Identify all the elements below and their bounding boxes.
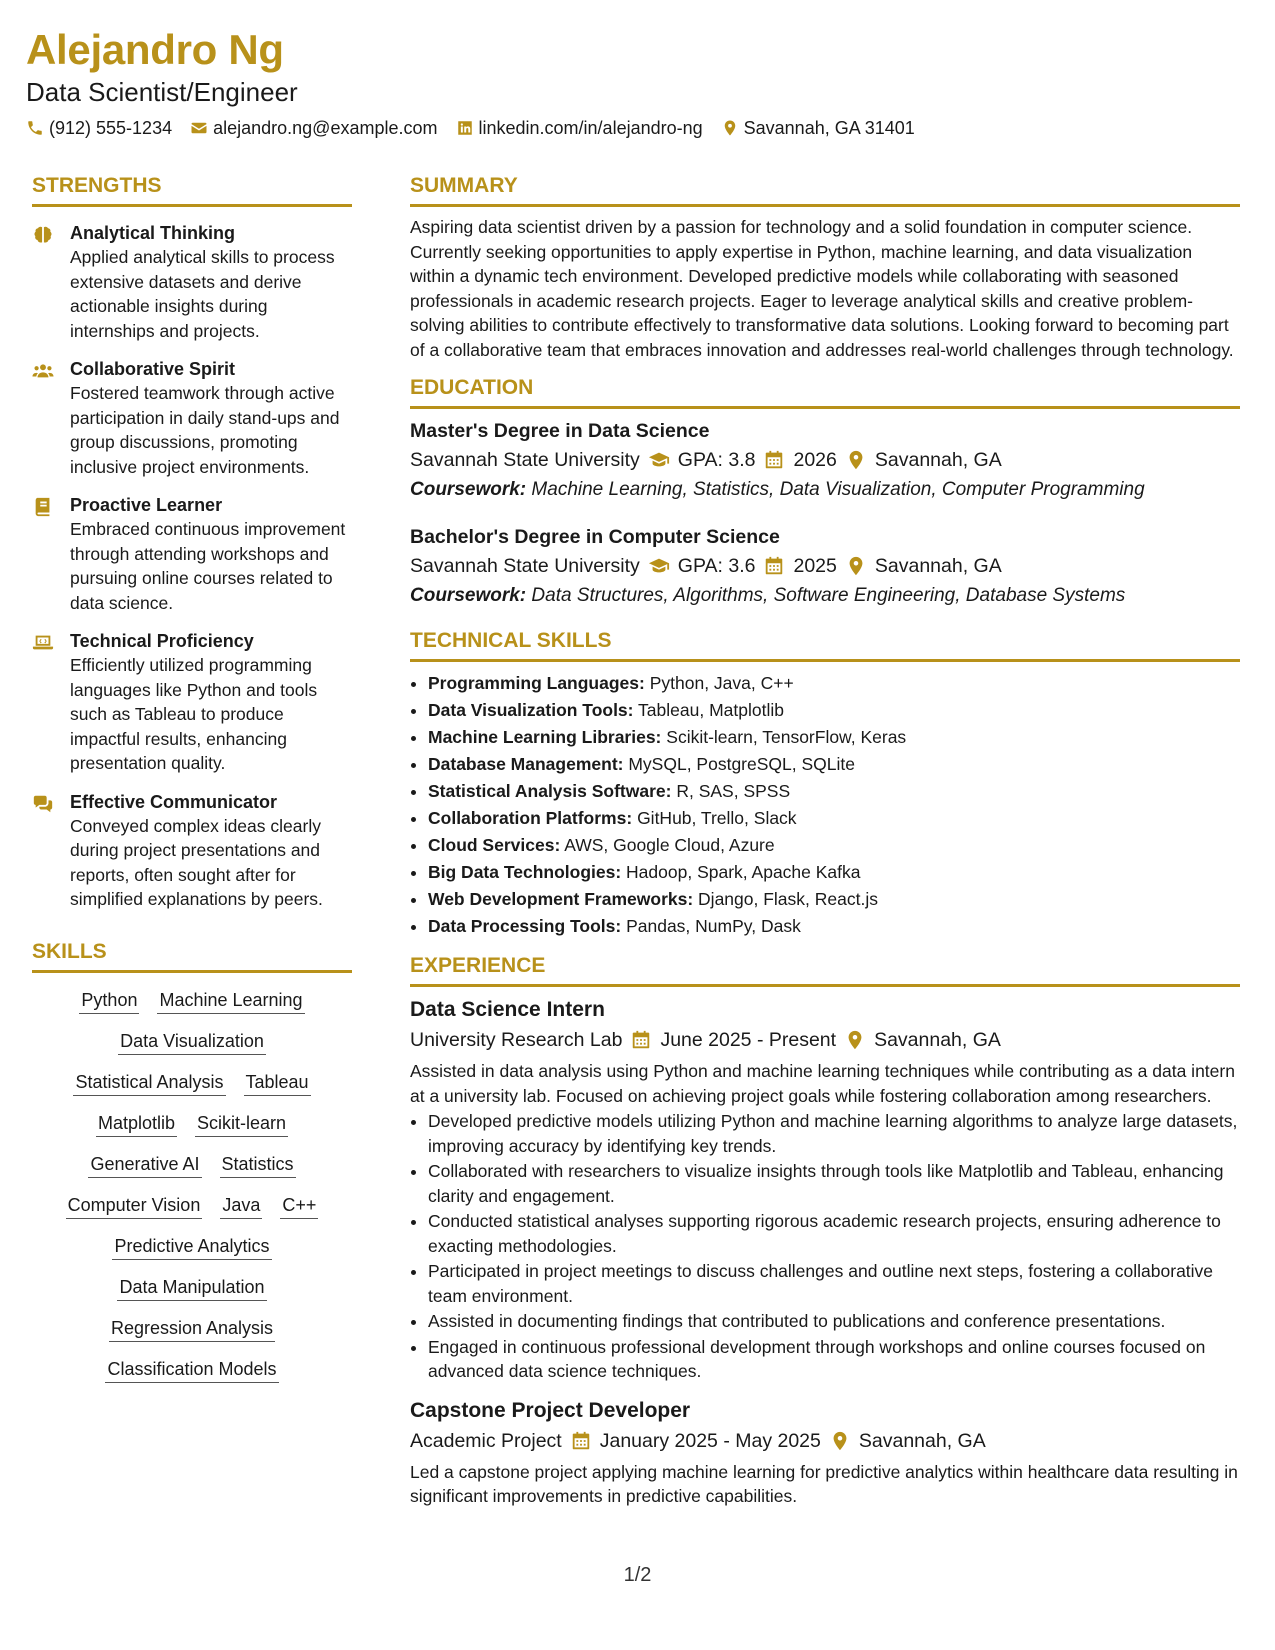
- strength-title: Analytical Thinking: [70, 223, 236, 243]
- strengths-heading: STRENGTHS: [32, 172, 352, 207]
- skill-row: [96, 1110, 288, 1137]
- tech-skill-value: R, SAS, SPSS: [676, 781, 791, 801]
- education-meta: [410, 445, 1240, 475]
- tech-skill-item: [428, 778, 1240, 805]
- job-dates: June 2025 - Present: [660, 1029, 837, 1051]
- strength-desc: Embraced continuous improvement through attending workshops and pursuing online courses related to data science.: [70, 519, 346, 613]
- skill-tag: Scikit-learn: [195, 1110, 288, 1137]
- skill-tag: Statistical Analysis: [73, 1069, 225, 1096]
- phone-icon: [26, 119, 44, 137]
- calendar-icon: [763, 555, 785, 577]
- job-bullet: • Participated in project meetings to discuss challenges and outline next steps, fostering a collaborative team environment.: [428, 1259, 1240, 1308]
- tech-skill-item: [428, 697, 1240, 724]
- map-pin-icon: [844, 1029, 866, 1051]
- job-description: Assisted in data analysis using Python and machine learning techniques while contributing as a data intern at a university lab. Focused on achieving project goals while fostering collaboration among researchers.: [410, 1061, 1235, 1106]
- contact-phone: [26, 114, 172, 142]
- strength-desc: Conveyed complex ideas clearly during project presentations and reports, often sought after for simplified explanations by peers.: [70, 815, 323, 909]
- strength-desc: Efficiently utilized programming languages like Python and tools such as Tableau to produce impactful results, enhancing presentation quality.: [70, 655, 318, 773]
- comments-icon: [32, 793, 54, 815]
- skill-tag: Classification Models: [105, 1356, 278, 1383]
- contact-linkedin[interactable]: [456, 114, 703, 142]
- school-name: Savannah State University: [410, 555, 640, 577]
- skill-row: [109, 1315, 275, 1342]
- tech-skill-label: Big Data Technologies:: [428, 862, 622, 882]
- technical-skills-list: [410, 670, 1240, 940]
- tech-skill-value: Python, Java, C++: [649, 673, 794, 693]
- skill-row: [66, 1192, 319, 1219]
- tech-skill-label: Collaboration Platforms:: [428, 808, 633, 828]
- graduation-year: 2026: [793, 449, 837, 471]
- tech-skill-value: Scikit-learn, TensorFlow, Keras: [666, 727, 907, 747]
- resume-header: [26, 24, 1256, 142]
- school-name: Savannah State University: [410, 449, 640, 471]
- calendar-icon: [763, 449, 785, 471]
- degree-name: Bachelor's Degree in Computer Science: [410, 526, 780, 548]
- contact-email[interactable]: [190, 114, 437, 142]
- skill-tag: Data Manipulation: [117, 1274, 266, 1301]
- tech-skill-value: Django, Flask, React.js: [698, 889, 878, 909]
- skill-tag: Tableau: [244, 1069, 311, 1096]
- skill-tag: Statistics: [220, 1151, 296, 1178]
- job-location: Savannah, GA: [858, 1429, 986, 1452]
- coursework-text: Data Structures, Algorithms, Software Engineering, Database Systems: [531, 585, 1126, 606]
- experience-entry: [410, 995, 1240, 1384]
- skill-tag: Python: [79, 987, 139, 1014]
- strength-title: Effective Communicator: [70, 791, 278, 812]
- contact-bar: [26, 114, 1256, 142]
- job-title: Data Science Intern: [410, 998, 605, 1021]
- skill-row: [88, 1151, 295, 1178]
- email-link[interactable]: alejandro.ng@example.com: [213, 118, 438, 138]
- job-meta: [410, 1426, 1240, 1456]
- tech-skill-item: [428, 832, 1240, 859]
- skill-tag: C++: [280, 1192, 318, 1219]
- location-text: Savannah, GA 31401: [743, 118, 915, 138]
- gpa-text: GPA: 3.6: [677, 555, 756, 577]
- tech-skill-item: [428, 886, 1240, 913]
- right-column: [410, 172, 1240, 1509]
- skill-row: [118, 1028, 266, 1055]
- graduation-cap-icon: [648, 449, 670, 471]
- skill-tag: Generative AI: [88, 1151, 201, 1178]
- education-entry: [410, 523, 1240, 611]
- map-pin-icon: [721, 119, 739, 137]
- skill-tag: Matplotlib: [96, 1110, 177, 1137]
- strength-title: Technical Proficiency: [70, 631, 254, 651]
- tech-skill-label: Statistical Analysis Software:: [428, 781, 672, 801]
- tech-skill-value: GitHub, Trello, Slack: [637, 808, 797, 828]
- tech-skill-item: [428, 751, 1240, 778]
- coursework-label: Coursework:: [410, 479, 527, 500]
- job-org: University Research Lab: [410, 1029, 623, 1051]
- skill-tag: Data Visualization: [118, 1028, 266, 1055]
- experience-heading: EXPERIENCE: [410, 952, 1240, 987]
- users-icon: [32, 360, 54, 382]
- skill-tag: Computer Vision: [66, 1192, 203, 1219]
- calendar-icon: [630, 1029, 652, 1051]
- job-meta: [410, 1025, 1240, 1055]
- job-bullet: • Engaged in continuous professional development through workshops and online courses focused on advanced data science techniques.: [428, 1335, 1240, 1384]
- strength-item: [32, 790, 352, 912]
- map-pin-icon: [845, 449, 867, 471]
- strength-desc: Applied analytical skills to process extensive datasets and derive actionable insights during internships and projects.: [70, 247, 335, 341]
- linkedin-link[interactable]: linkedin.com/in/alejandro-ng: [478, 118, 703, 138]
- experience-entry: [410, 1396, 1240, 1509]
- contact-location: [721, 114, 915, 142]
- skill-row: [79, 987, 304, 1014]
- skill-tag: Regression Analysis: [109, 1315, 275, 1342]
- tech-skill-value: AWS, Google Cloud, Azure: [564, 835, 775, 855]
- job-org: Academic Project: [410, 1429, 562, 1452]
- coursework-text: Machine Learning, Statistics, Data Visualization, Computer Programming: [531, 479, 1145, 500]
- job-bullets: [410, 1109, 1240, 1384]
- tech-skill-item: [428, 859, 1240, 886]
- skill-tag: Java: [220, 1192, 262, 1219]
- job-bullet: • Assisted in documenting findings that contributed to publications and conference presentations.: [428, 1309, 1240, 1334]
- skill-row: [105, 1356, 278, 1383]
- tech-skill-item: [428, 724, 1240, 751]
- skill-row: [73, 1069, 310, 1096]
- job-location: Savannah, GA: [874, 1029, 1001, 1051]
- job-description: Led a capstone project applying machine learning for predictive analytics within healthcare data resulting in significant improvements in predictive capabilities.: [410, 1461, 1238, 1506]
- skills-cloud: [32, 987, 352, 1383]
- job-bullet: • Developed predictive models utilizing Python and machine learning algorithms to analyze large datasets, improving accuracy by identifying key trends.: [428, 1109, 1240, 1158]
- tech-skill-label: Machine Learning Libraries:: [428, 727, 662, 747]
- education-meta: [410, 551, 1240, 581]
- tech-skill-item: [428, 805, 1240, 832]
- summary-text: Aspiring data scientist driven by a passion for technology and a solid foundation in computer science. Currently seeking opportunities to apply expertise in Python, machine learning, and data visualization within a dynamic tech environment. Developed predictive models while collaborating with seasoned professionals in academic research projects. Eager to leverage analytical skills and creative problem-solving abilities to contribute effectively to transformative data solutions. Looking forward to becoming part of a collaborative team that embraces innovation and addresses real-world challenges through technology.: [410, 217, 1234, 360]
- graduation-year: 2025: [793, 555, 837, 577]
- strength-title: Collaborative Spirit: [70, 359, 236, 379]
- strength-desc: Fostered teamwork through active participation in daily stand-ups and group discussions, promoting inclusive project environments.: [70, 383, 340, 477]
- gpa-text: GPA: 3.8: [677, 449, 756, 471]
- coursework-label: Coursework:: [410, 585, 527, 606]
- envelope-icon: [190, 119, 208, 137]
- tech-skill-label: Cloud Services:: [428, 835, 561, 855]
- tech-skill-label: Web Development Frameworks:: [428, 889, 694, 909]
- strength-item: [32, 221, 352, 343]
- job-bullet: • Conducted statistical analyses supporting rigorous academic research projects, ensuring adherence to exacting methodologies.: [428, 1209, 1240, 1258]
- tech-skill-label: Database Management:: [428, 754, 624, 774]
- tech-skill-label: Data Processing Tools:: [428, 916, 622, 936]
- degree-name: Master's Degree in Data Science: [410, 420, 710, 442]
- job-bullet: • Collaborated with researchers to visualize insights through tools like Matplotlib and Tableau, enhancing clarity and engagement.: [428, 1159, 1240, 1208]
- skill-tag: Predictive Analytics: [112, 1233, 271, 1260]
- calendar-icon: [570, 1430, 592, 1452]
- strength-item: [32, 629, 352, 776]
- linkedin-icon: [456, 119, 474, 137]
- tech-skill-label: Data Visualization Tools:: [428, 700, 634, 720]
- job-title: Capstone Project Developer: [410, 1398, 691, 1422]
- skill-row: [117, 1274, 266, 1301]
- skill-tag: Machine Learning: [157, 987, 304, 1014]
- technical-skills-heading: TECHNICAL SKILLS: [410, 627, 1240, 662]
- coursework-line: [410, 475, 1240, 505]
- tech-skill-value: Pandas, NumPy, Dask: [626, 916, 801, 936]
- coursework-line: [410, 581, 1240, 611]
- strengths-list: [32, 221, 352, 912]
- left-column: [32, 172, 352, 1383]
- education-entry: [410, 417, 1240, 505]
- book-icon: [32, 496, 54, 518]
- map-pin-icon: [829, 1430, 851, 1452]
- tech-skill-label: Programming Languages:: [428, 673, 645, 693]
- education-location: Savannah, GA: [874, 449, 1002, 471]
- strength-title: Proactive Learner: [70, 495, 223, 515]
- job-dates: January 2025 - May 2025: [599, 1429, 821, 1452]
- skills-heading: SKILLS: [32, 938, 352, 973]
- skill-row: [112, 1233, 271, 1260]
- page-number: 1/2: [623, 1564, 652, 1586]
- map-pin-icon: [845, 555, 867, 577]
- phone-text: (912) 555-1234: [49, 118, 173, 138]
- graduation-cap-icon: [648, 555, 670, 577]
- tech-skill-item: [428, 913, 1240, 940]
- education-location: Savannah, GA: [874, 555, 1002, 577]
- strength-item: [32, 357, 352, 479]
- brain-icon: [32, 224, 54, 246]
- candidate-title: Data Scientist/Engineer: [26, 77, 298, 107]
- candidate-name: Alejandro Ng: [26, 26, 284, 73]
- tech-skill-value: MySQL, PostgreSQL, SQLite: [628, 754, 855, 774]
- tech-skill-value: Hadoop, Spark, Apache Kafka: [626, 862, 861, 882]
- tech-skill-item: [428, 670, 1240, 697]
- summary-heading: SUMMARY: [410, 172, 1240, 207]
- strength-item: [32, 493, 352, 615]
- tech-skill-value: Tableau, Matplotlib: [638, 700, 784, 720]
- laptop-code-icon: [32, 632, 54, 654]
- education-heading: EDUCATION: [410, 374, 1240, 409]
